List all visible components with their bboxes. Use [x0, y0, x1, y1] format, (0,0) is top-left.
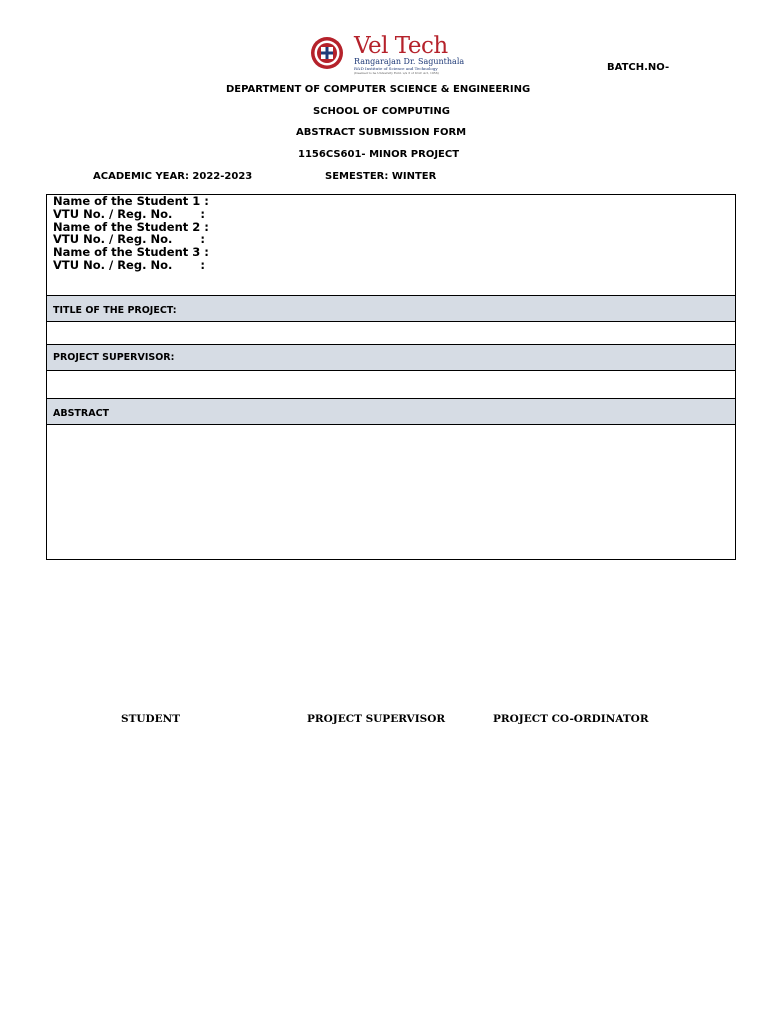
logo-subtitle-2: R&D Institute of Science and Technology [354, 66, 438, 71]
logo-subtitle: Rangarajan Dr. Sagunthala [354, 57, 465, 66]
student-1-vtu-label: VTU No. / Reg. No. : [53, 206, 205, 221]
abstract-section-header [47, 398, 735, 425]
student-1-name-label: Name of the Student 1 : [53, 194, 209, 208]
batch-number: BATCH.NO- [607, 62, 670, 73]
logo-title: Vel Tech [354, 33, 448, 59]
title-section-header [47, 295, 735, 322]
form-title: ABSTRACT SUBMISSION FORM [296, 127, 467, 138]
title-field[interactable] [47, 322, 735, 344]
veltech-emblem-icon [304, 36, 350, 70]
student-2-name-label: Name of the Student 2 : [53, 219, 209, 234]
academic-year: ACADEMIC YEAR: 2022-2023 [93, 171, 253, 182]
submission-form-table [46, 194, 736, 560]
veltech-logo [304, 34, 468, 74]
student-2-vtu-label: VTU No. / Reg. No. : [53, 232, 205, 247]
title-label: TITLE OF THE PROJECT: [53, 305, 177, 316]
student-3-vtu-label: VTU No. / Reg. No. : [53, 257, 205, 272]
supervisor-section-header [47, 344, 735, 371]
student-details [53, 195, 209, 272]
abstract-label: ABSTRACT [53, 408, 110, 419]
school-title: SCHOOL OF COMPUTING [313, 106, 450, 117]
department-title: DEPARTMENT OF COMPUTER SCIENCE & ENGINEERING [226, 84, 531, 95]
course-title: 1156CS601- MINOR PROJECT [298, 149, 460, 160]
supervisor-field[interactable] [47, 371, 735, 397]
semester: SEMESTER: WINTER [325, 171, 437, 182]
student-signature-label: STUDENT [121, 713, 181, 725]
coordinator-signature-label: PROJECT CO-ORDINATOR [493, 713, 649, 725]
student-3-name-label: Name of the Student 3 : [53, 245, 209, 260]
supervisor-label: PROJECT SUPERVISOR: [53, 352, 175, 363]
abstract-field[interactable] [47, 425, 735, 559]
logo-subtitle-3: (Deemed to be University Estd. u/s 3 of UGC Act, 1956) [354, 71, 439, 75]
supervisor-signature-label: PROJECT SUPERVISOR [307, 713, 446, 725]
